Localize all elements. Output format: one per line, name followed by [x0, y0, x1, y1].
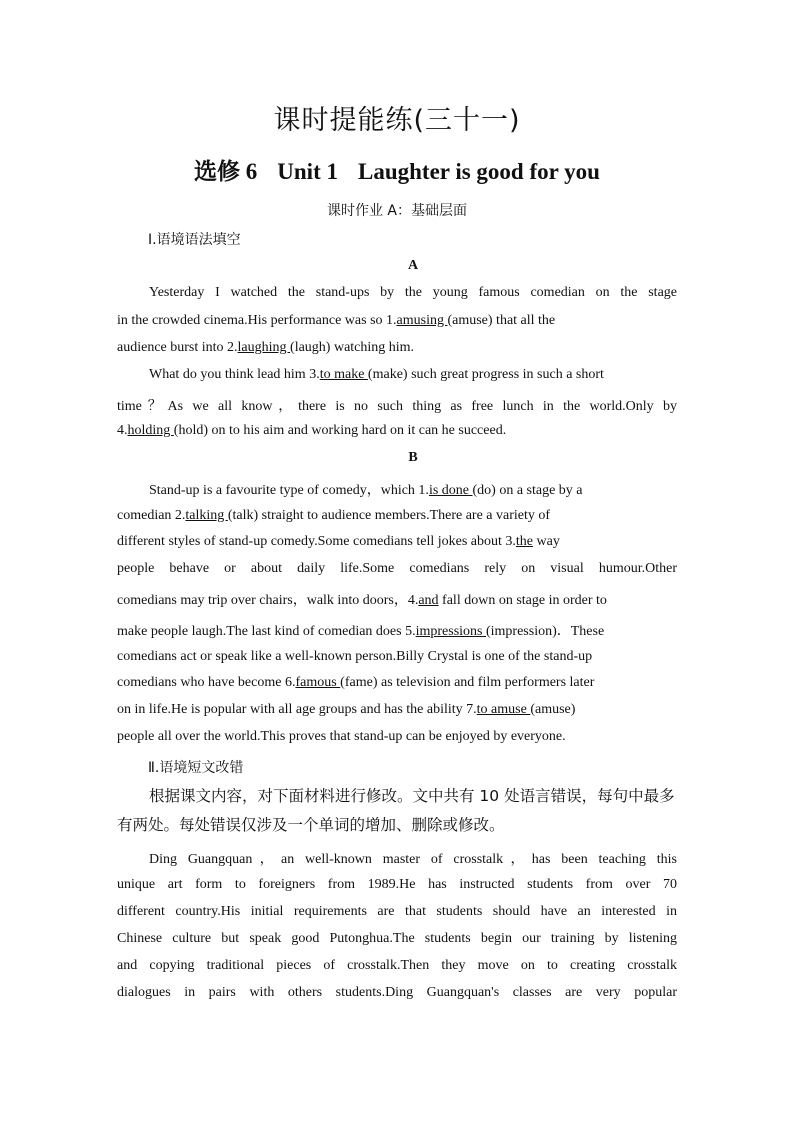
passage-c-line: dialogues in pairs with others students.Ding Guangquan's classes are very popular — [117, 985, 677, 1000]
answer-blank: to make — [319, 367, 368, 382]
instructions-line: 根据课文内容，对下面材料进行修改。文中共有 10 处语言错误，每句中最多 — [149, 787, 675, 805]
passage-b-line: comedians who have become 6.famous (fame) as television and film performers later — [117, 675, 595, 690]
answer-blank: talking — [185, 508, 228, 523]
passage-a-line: 4.holding (hold) on to his aim and working hard on it can he succeed. — [117, 423, 507, 438]
answer-blank: laughing — [237, 340, 291, 355]
page-title: 课时提能练(三十一) — [273, 105, 521, 136]
passage-c-line: unique art form to foreigners from 1989.He has instructed students from over 70 — [117, 877, 677, 892]
unit-label: Unit 1 — [277, 159, 338, 184]
passage-a-label: A — [407, 258, 419, 273]
instructions-line: 有两处。每处错误仅涉及一个单词的增加、删除或修改。 — [117, 816, 505, 834]
answer-blank: the — [515, 534, 534, 549]
answer-blank: impressions — [415, 624, 486, 639]
passage-b-line: comedian 2.talking (talk) straight to audience members.There are a variety of — [117, 508, 551, 523]
answer-blank: holding — [127, 423, 174, 438]
answer-blank: and — [418, 593, 439, 608]
passage-a-line: time？As we all know，there is no such thing as free lunch in the world.Only by — [117, 399, 677, 414]
passage-b-line: on in life.He is popular with all age groups and has the ability 7.to amuse (amuse) — [117, 702, 576, 717]
passage-b-label: B — [408, 450, 418, 465]
passage-a-line: What do you think lead him 3.to make (make) such great progress in such a short — [149, 367, 604, 382]
unit-subtitle — [0, 153, 794, 186]
homework-label: 课时作业 A：基础层面 — [326, 203, 468, 219]
passage-c-line: different country.His initial requirements are that students should have an interested in — [117, 904, 677, 919]
passage-b-line: people behave or about daily life.Some comedians rely on visual humour.Other — [117, 561, 677, 576]
unit-topic: Laughter is good for you — [357, 159, 600, 184]
section-1-heading: Ⅰ.语境语法填空 — [148, 232, 241, 248]
passage-c-line: Chinese culture but speak good Putonghua.The students begin our training by listening — [117, 931, 677, 946]
passage-c-line: Ding Guangquan，an well-known master of crosstalk，has been teaching this — [149, 852, 677, 867]
module-label: 选修 6 — [194, 159, 258, 184]
passage-a-line: in the crowded cinema.His performance was so 1.amusing (amuse) that all the — [117, 313, 556, 328]
answer-blank: to amuse — [476, 702, 531, 717]
passage-b-line: Stand-up is a favourite type of comedy，which 1.is done (do) on a stage by a — [149, 483, 583, 498]
answer-blank: is done — [428, 483, 473, 498]
answer-blank: amusing — [396, 313, 448, 328]
passage-b-line: different styles of stand-up comedy.Some comedians tell jokes about 3.the way — [117, 534, 560, 549]
passage-b-line: make people laugh.The last kind of comedian does 5.impressions (impression)．These — [117, 624, 605, 639]
passage-b-line: people all over the world.This proves that stand-up can be enjoyed by everyone. — [117, 729, 566, 744]
section-2-heading: Ⅱ.语境短文改错 — [148, 760, 244, 776]
answer-blank: famous — [295, 675, 341, 690]
passage-a-line: audience burst into 2.laughing (laugh) watching him. — [117, 340, 415, 355]
passage-a-line: Yesterday I watched the stand-ups by the young famous comedian on the stage — [149, 285, 677, 300]
passage-b-line: comedians may trip over chairs，walk into doors，4.and fall down on stage in order to — [117, 593, 607, 608]
passage-b-line: comedians act or speak like a well-known person.Billy Crystal is one of the stand-up — [117, 649, 593, 664]
passage-c-line: and copying traditional pieces of crosstalk.Then they move on to creating crosstalk — [117, 958, 677, 973]
